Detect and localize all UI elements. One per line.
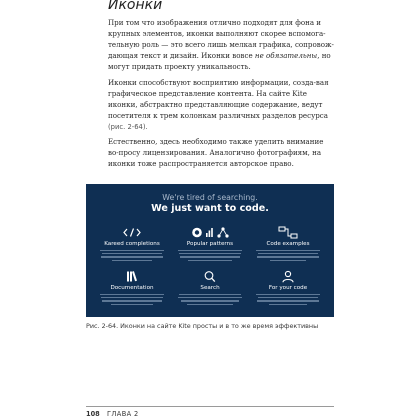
feature-blurb-lines [172,250,248,261]
feature-blurb-lines [94,250,170,261]
feature-label: Kareed completions [104,241,160,247]
emphasis-text: не обязательны [254,50,318,60]
feature-label: Popular patterns [186,241,234,247]
feature-documentation [94,270,170,305]
paragraph-licensing: Естественно, здесь необходимо также уделить внимание во-просу лицензирования. Аналогично фотографиям, на иконки тоже распространяется авторское право. [108,137,324,168]
flow-nodes-icon [277,226,299,239]
feature-label: Code examples [266,241,310,247]
figure-tagline: We're tired of searching. [162,193,258,202]
feature-search [172,270,248,305]
kite-website-figure [86,184,334,317]
feature-completions [94,226,170,261]
chapter-label: ГЛАВА 2 [107,410,139,418]
github-chart-graph-icons [190,226,230,239]
books-icon [124,270,140,283]
paragraph-icons-perception [108,78,334,133]
feature-blurb-lines [250,294,326,305]
feature-blurb-lines [94,294,170,305]
paragraph-text: Иконки способствуют восприятию информации, созда-вая графическое представление контента. На сайте Kite иконки, абстрактно представляющие содержание, ведут посетителя к трем колонкам различных разделов ресурса [108,78,329,120]
paragraph-text: , но могут придать проекту уникальность. [108,50,331,71]
code-brackets-icon [122,226,142,239]
feature-label: Documentation [110,285,154,291]
feature-label: For your code [268,285,308,291]
feature-blurb-lines [172,294,248,305]
paragraph-images-vs-icons [108,18,334,73]
feature-your-code [250,270,326,305]
figure-caption: Рис. 2-64. Иконки на сайте Kite просты и в то же время эффективны [86,322,319,330]
feature-label: Search [200,285,220,291]
footer-divider [86,406,334,407]
feature-patterns [172,226,248,261]
magnifier-icon [202,270,218,283]
figure-headline: We just want to code. [151,203,269,214]
feature-examples [250,226,326,261]
person-icon [280,270,296,283]
page-number: 108 [86,410,100,418]
figure-reference: (рис. 2-64). [108,122,148,131]
paragraph-text: При том что изображения отлично подходят для фона и крупных элементов, иконки выполняют скорее вспомога-тельную роль — это всего лишь мелкая графика, сопровож-дающая текст и дизайн. Иконки вовсе [108,18,334,60]
feature-blurb-lines [250,250,326,261]
section-heading: Иконки [108,0,163,13]
